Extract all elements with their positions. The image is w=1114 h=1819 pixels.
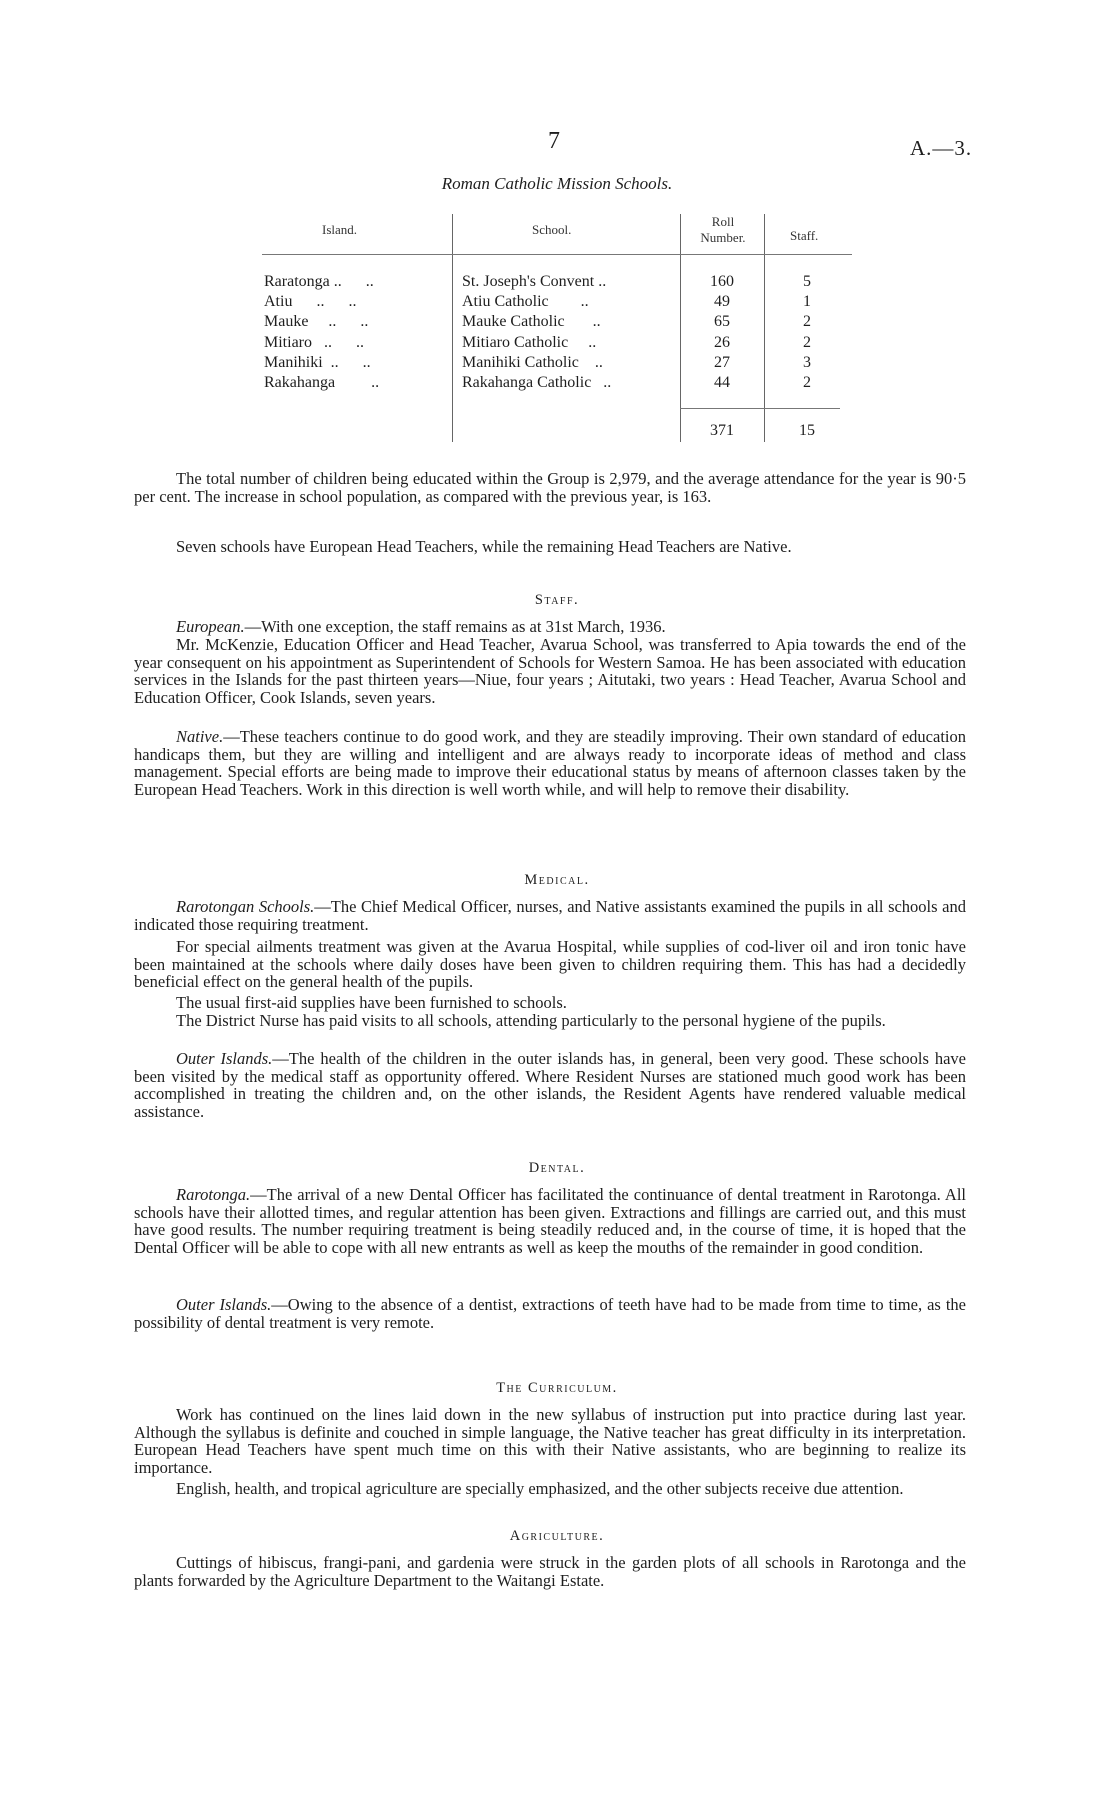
curriculum-paragraph-1: [134, 1406, 966, 1476]
school-column: [462, 272, 611, 393]
rarotongan-label: Rarotongan Schools.: [176, 897, 315, 916]
medical-paragraph-4: [134, 1012, 966, 1030]
table-row-island: Mauke .. ..: [264, 313, 369, 331]
table-row-school: St. Joseph's Convent ..: [462, 273, 607, 290]
dental-rarotonga-paragraph: [134, 1186, 966, 1256]
table-row-staff: 2: [803, 333, 811, 351]
section-heading-curriculum: The Curriculum.: [496, 1380, 618, 1396]
table-row-staff: 3: [803, 353, 811, 371]
dental-rarotonga-text: —The arrival of a new Dental Officer has facilitated the continuance of dental treatment in Rarotonga. All schools have their allotted times, and regular attention has been given. Extractions and fillings are carried out, and this must have good results. The number requiring treatment is being steadily reduced and, in the course of time, it is hoped that the Dental Officer will be able to cope with all new entrants as well as keep the mouths of the remainder in good condition.: [134, 1185, 966, 1257]
table-row-island: Raratonga .. ..: [264, 273, 374, 290]
table-row-island: Rakahanga ..: [264, 374, 380, 392]
table-row-school: Manihiki Catholic ..: [462, 353, 603, 371]
dental-rarotonga-label: Rarotonga.: [176, 1185, 251, 1204]
section-heading-dental: Dental.: [528, 1160, 586, 1176]
table-row-roll: 49: [714, 293, 730, 311]
table-row-roll: 65: [714, 313, 730, 331]
medical-outer-text: —The health of the children in the outer islands has, in general, been very good. These schools have been visited by the medical staff as opportunity offered. Where Resident Nurses are stationed much good work has been accomplished in treating the children and, on the other islands, the Resident Agents have rendered valuable medical assistance.: [134, 1049, 967, 1121]
table-row-staff: 5: [803, 273, 811, 290]
table-row-roll: 44: [714, 374, 730, 392]
table-row-staff: 1: [803, 293, 811, 311]
european-label: European.: [176, 617, 245, 636]
table-row-roll: 26: [714, 333, 730, 351]
agriculture-paragraph: [134, 1554, 966, 1589]
medical-outer-label: Outer Islands.: [176, 1049, 273, 1068]
medical-text-4: The District Nurse has paid visits to all schools, attending particularly to the personal hygiene of the pupils.: [176, 1011, 886, 1030]
intro-paragraph-1: [134, 470, 966, 505]
table-row-island: Manihiki .. ..: [264, 353, 371, 371]
rarotongan-text: —The Chief Medical Officer, nurses, and Native assistants examined the pupils in all schools and indicated those requiring treatment.: [134, 897, 966, 934]
table-row-school: Mauke Catholic ..: [462, 313, 601, 331]
header-roll: Roll Number.: [700, 214, 746, 245]
curriculum-paragraph-2: [134, 1480, 966, 1498]
table-row-island: Atiu .. ..: [264, 293, 357, 311]
table-row-roll: 27: [714, 353, 730, 371]
intro-text-1: The total number of children being educated within the Group is 2,979, and the average attendance for the year is 90·5 per cent. The increase in school population, as compared with the previous year, is 163.: [134, 469, 966, 506]
table-row-island: Mitiaro .. ..: [264, 333, 364, 351]
section-heading-medical: Medical.: [524, 872, 590, 888]
curriculum-text-2: English, health, and tropical agriculture are specially emphasized, and the other subjects receive due attention.: [176, 1479, 904, 1498]
table-row-staff: 2: [803, 313, 811, 331]
table-row-school: Mitiaro Catholic ..: [462, 333, 597, 351]
intro-text-2: Seven schools have European Head Teachers, while the remaining Head Teachers are Native.: [176, 537, 792, 556]
total-roll: 371: [710, 422, 734, 439]
page-number: 7: [548, 128, 560, 154]
medical-outer-paragraph: [134, 1050, 966, 1120]
dental-outer-paragraph: [134, 1296, 966, 1331]
medical-paragraph-2: [134, 938, 966, 991]
medical-text-3: The usual first-aid supplies have been furnished to schools.: [176, 993, 567, 1012]
table-row-school: Rakahanga Catholic ..: [462, 374, 612, 392]
mckenzie-text: Mr. McKenzie, Education Officer and Head Teacher, Avarua School, was transferred to Apia towards the end of the year consequent on his appointment as Superintendent of Schools for Western Samoa. He has been associated with education services in the Islands for the past thirteen years—Niue, four years ; Aitutaki, two years : Head Teacher, Avarua School and Education Officer, Cook Islands, seven years.: [134, 635, 966, 707]
european-text: —With one exception, the staff remains as at 31st March, 1936.: [244, 617, 666, 636]
table-row-staff: 2: [803, 374, 811, 392]
island-column: [264, 272, 379, 393]
col-divider-1: [452, 214, 453, 442]
schools-table: [262, 214, 852, 454]
table-row-roll: 160: [710, 273, 734, 290]
header-school: School.: [532, 222, 572, 237]
header-island: Island.: [322, 222, 358, 237]
staff-european-paragraph: [134, 618, 966, 636]
agriculture-text: Cuttings of hibiscus, frangi-pani, and gardenia were struck in the garden plots of all schools in Rarotonga and the plants forwarded by the Agriculture Department to the Waitangi Estate.: [134, 1553, 966, 1590]
staff-column: [772, 272, 842, 393]
dental-outer-label: Outer Islands.: [176, 1295, 272, 1314]
total-rule: [680, 408, 840, 409]
header-rule: [262, 254, 852, 255]
intro-paragraph-2: [134, 538, 966, 556]
medical-paragraph-3: [134, 994, 966, 1012]
staff-native-paragraph: [134, 728, 966, 798]
roll-column: [687, 272, 757, 393]
medical-text-2: For special ailments treatment was given at the Avarua Hospital, while supplies of cod-liver oil and iron tonic have been maintained at the schools where daily doses have been given to children requiring them. This has had a decidedly beneficial effect on the general health of the pupils.: [134, 937, 966, 992]
table-title: Roman Catholic Mission Schools.: [441, 174, 673, 193]
document-reference: A.—3.: [910, 136, 973, 160]
section-heading-agriculture: Agriculture.: [509, 1528, 605, 1544]
medical-rarotongan-paragraph: [134, 898, 966, 933]
dental-outer-text: —Owing to the absence of a dentist, extractions of teeth have had to be made from time to time, as the possibility of dental treatment is very remote.: [134, 1295, 966, 1332]
section-heading-staff: Staff.: [534, 592, 580, 608]
table-row-school: Atiu Catholic ..: [462, 293, 589, 311]
total-staff: 15: [799, 422, 815, 439]
staff-mckenzie-paragraph: [134, 636, 966, 706]
native-label: Native.: [176, 727, 224, 746]
curriculum-text-1: Work has continued on the lines laid down in the new syllabus of instruction put into practice during last year. Although the syllabus is definite and couched in simple language, the Native teacher has great difficulty in its interpretation. European Head Teachers have spent much time on this with their Native assistants, who are beginning to realize its importance.: [134, 1405, 966, 1477]
header-staff: Staff.: [790, 228, 819, 243]
native-text: —These teachers continue to do good work, and they are steadily improving. Their own standard of education handicaps them, but they are willing and intelligent and are always ready to incorporate ideas of method and class management. Special efforts are being made to improve their educational status by means of afternoon classes taken by the European Head Teachers. Work in this direction is well worth while, and will help to remove their disability.: [134, 727, 966, 799]
